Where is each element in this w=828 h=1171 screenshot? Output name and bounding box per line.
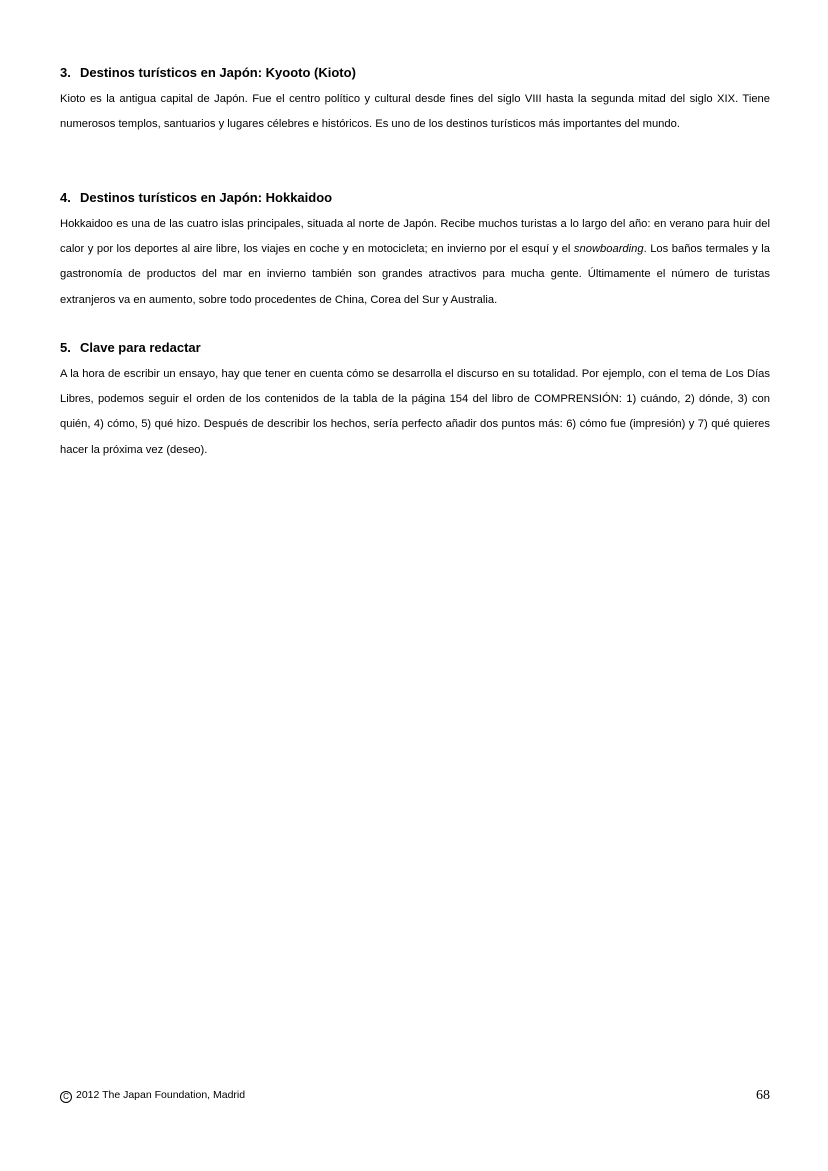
- section-paragraph: [60, 212, 770, 313]
- section-title: Destinos turísticos en Japón: Hokkaidoo: [80, 190, 333, 205]
- section-clave-para-redactar: [60, 339, 770, 463]
- section-number: 4.: [60, 190, 71, 205]
- copyright-icon: C: [60, 1091, 72, 1103]
- paragraph-emphasis: snowboarding: [573, 243, 644, 256]
- section-paragraph: Kioto es la antigua capital de Japón. Fue el centro político y cultural desde fines del siglo VIII hasta la segunda mitad del siglo XIX. Tiene numerosos templos, santuarios y lugares célebres e históricos. Es uno de los destinos turísticos más importantes del mundo.: [60, 93, 770, 131]
- section-title: Clave para redactar: [80, 340, 201, 355]
- section-title: Destinos turísticos en Japón: Kyooto (Kioto): [80, 65, 356, 80]
- section-number: 5.: [60, 340, 71, 355]
- section-heading: [60, 189, 770, 207]
- section-heading: [60, 64, 770, 82]
- section-number: 3.: [60, 65, 71, 80]
- footer-copyright: [60, 1089, 245, 1103]
- paragraph-text: Hokkaidoo es una de las cuatro islas principales, situada al norte de Japón. Recibe muchos turistas a lo largo del año: en verano para huir del calor y por los deportes al aire libre, los viajes en coche y en motocicleta; en invierno por el esquí y el: [60, 218, 770, 256]
- section-kyooto: [60, 64, 770, 137]
- paragraph-text-continued: . Los baños termales y la gastronomía de productos del mar en invierno también son grandes atractivos para mucha gente. Últimamente el número de turistas extranjeros va en aumento, sobre todo procedentes de China, Corea del Sur y Australia.: [60, 243, 770, 306]
- section-hokkaidoo: [60, 189, 770, 313]
- section-heading: [60, 339, 770, 357]
- section-paragraph: A la hora de escribir un ensayo, hay que tener en cuenta cómo se desarrolla el discurso en su totalidad. Por ejemplo, con el tema de Los Días Libres, podemos seguir el orden de los contenidos de la tabla de la página 154 del libro de COMPRENSIÓN: 1) cuándo, 2) dónde, 3) con quién, 4) cómo, 5) qué hizo. Después de describir los hechos, sería perfecto añadir dos puntos más: 6) cómo fue (impresión) y 7) qué quieres hacer la próxima vez (deseo).: [60, 368, 770, 456]
- page-number: 68: [756, 1088, 770, 1103]
- copyright-text: 2012 The Japan Foundation, Madrid: [76, 1089, 246, 1101]
